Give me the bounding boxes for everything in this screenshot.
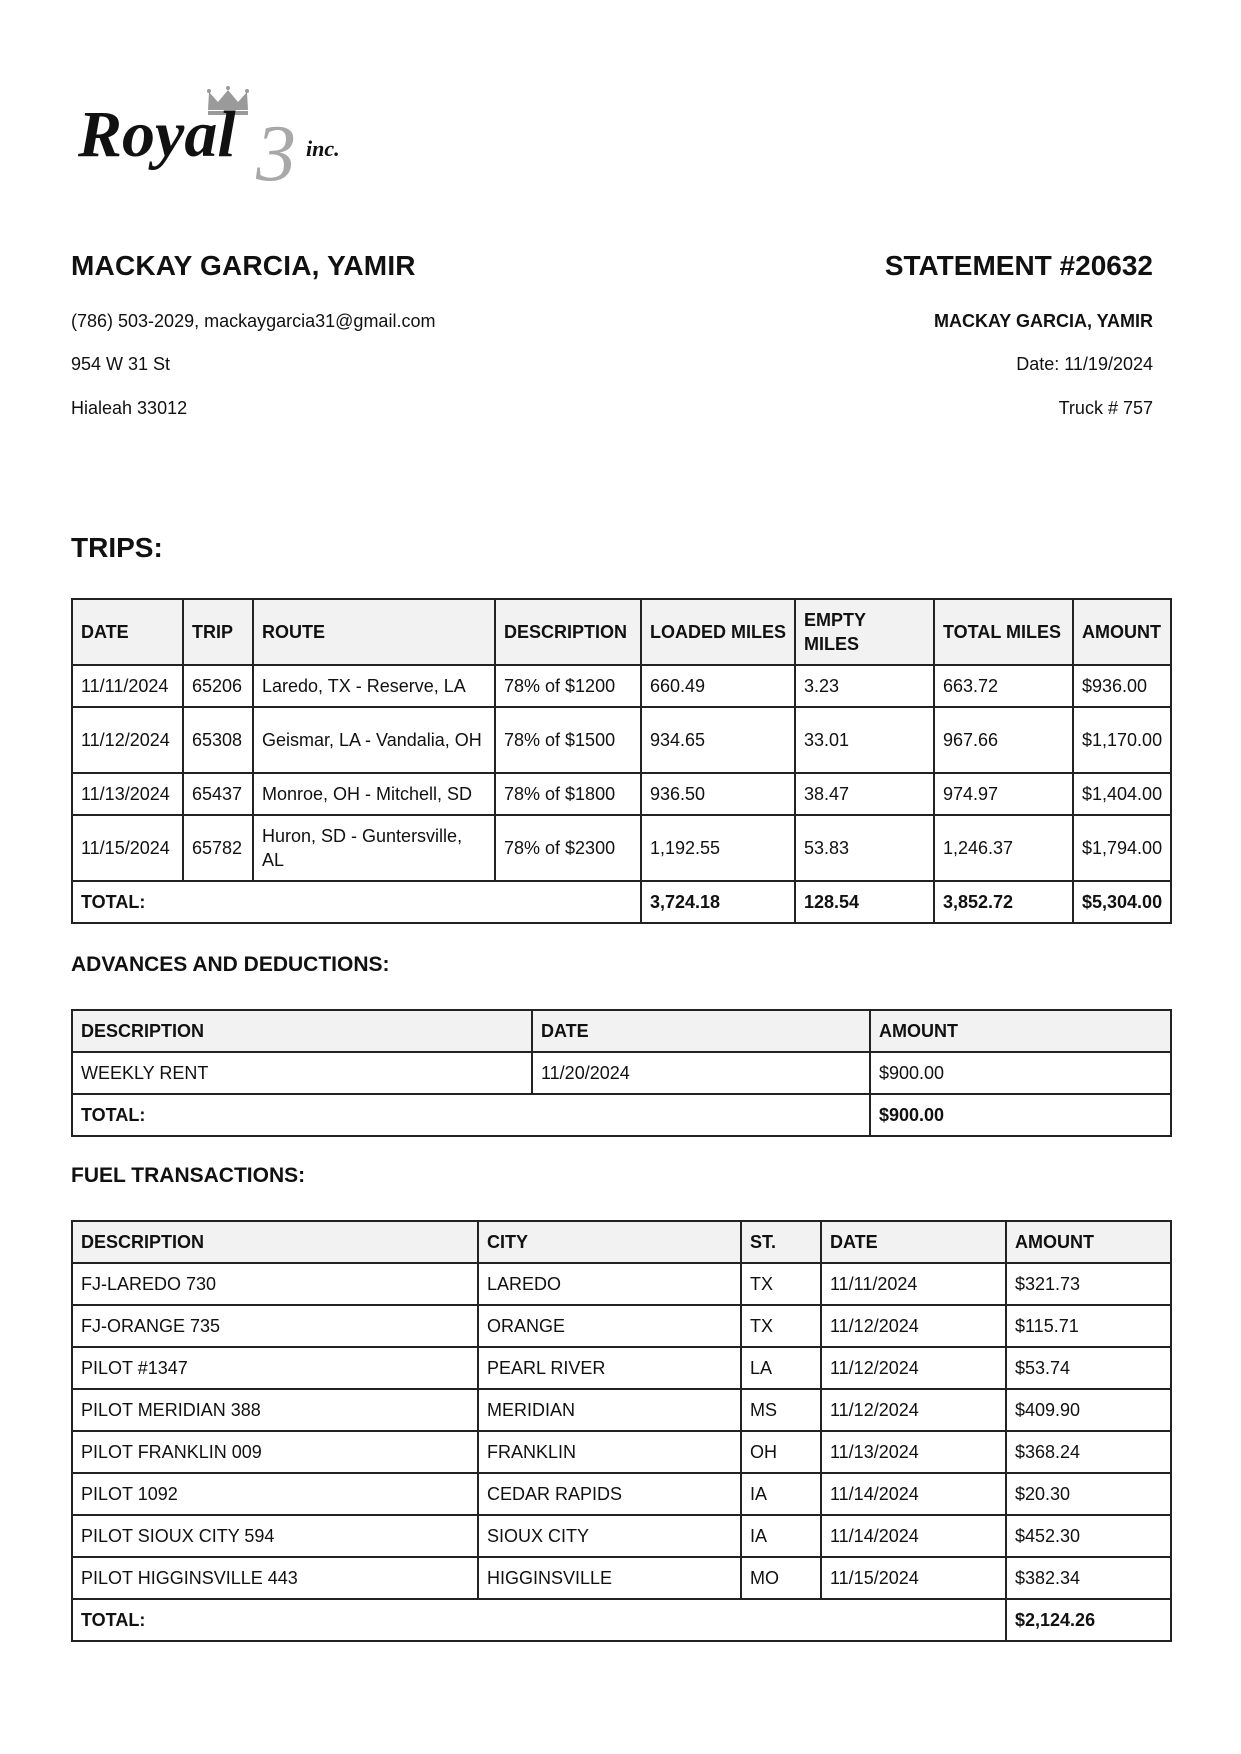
- fuel-city: HIGGINSVILLE: [478, 1557, 741, 1599]
- table-row: [72, 707, 1171, 773]
- fuel-description: PILOT HIGGINSVILLE 443: [72, 1557, 478, 1599]
- trip-empty-miles: 3.23: [795, 665, 934, 707]
- trip-loaded-miles: 934.65: [641, 707, 795, 773]
- trip-number: 65308: [183, 707, 253, 773]
- trip-loaded-miles: 1,192.55: [641, 815, 795, 881]
- total-label: TOTAL:: [72, 1599, 1006, 1641]
- trip-number: 65782: [183, 815, 253, 881]
- fuel-city: LAREDO: [478, 1263, 741, 1305]
- fuel-amount: $382.34: [1006, 1557, 1171, 1599]
- trip-route: Laredo, TX - Reserve, LA: [253, 665, 495, 707]
- trip-date: 11/13/2024: [72, 773, 183, 815]
- col-city: CITY: [478, 1221, 741, 1263]
- col-date: DATE: [821, 1221, 1006, 1263]
- trips-heading: TRIPS:: [71, 532, 163, 563]
- fuel-city: FRANKLIN: [478, 1431, 741, 1473]
- table-row: [72, 1347, 1171, 1389]
- fuel-city: CEDAR RAPIDS: [478, 1473, 741, 1515]
- fuel-description: FJ-ORANGE 735: [72, 1305, 478, 1347]
- table-row: [72, 1473, 1171, 1515]
- trips-header-row: [72, 599, 1171, 665]
- total-amount: $900.00: [870, 1094, 1171, 1136]
- trip-route: Geismar, LA - Vandalia, OH: [253, 707, 495, 773]
- fuel-date: 11/13/2024: [821, 1431, 1006, 1473]
- table-row: [72, 1431, 1171, 1473]
- col-empty-miles: EMPTY MILES: [795, 599, 934, 665]
- col-route: ROUTE: [253, 599, 495, 665]
- trip-loaded-miles: 660.49: [641, 665, 795, 707]
- fuel-amount: $409.90: [1006, 1389, 1171, 1431]
- fuel-state: OH: [741, 1431, 821, 1473]
- col-date: DATE: [72, 599, 183, 665]
- fuel-description: FJ-LAREDO 730: [72, 1263, 478, 1305]
- fuel-date: 11/15/2024: [821, 1557, 1006, 1599]
- table-row: [72, 1389, 1171, 1431]
- col-trip: TRIP: [183, 599, 253, 665]
- trip-date: 11/11/2024: [72, 665, 183, 707]
- fuel-state: IA: [741, 1515, 821, 1557]
- total-amount: $5,304.00: [1073, 881, 1171, 923]
- table-row: [72, 1515, 1171, 1557]
- fuel-date: 11/11/2024: [821, 1263, 1006, 1305]
- trips-total-row: [72, 881, 1171, 923]
- table-row: [72, 815, 1171, 881]
- company-logo: [78, 78, 378, 190]
- table-row: [72, 1052, 1171, 1094]
- trip-amount: $936.00: [1073, 665, 1171, 707]
- fuel-state: TX: [741, 1263, 821, 1305]
- fuel-header-row: [72, 1221, 1171, 1263]
- logo-wordmark: Royal: [78, 98, 236, 171]
- logo-numeral: 3: [256, 110, 296, 190]
- advances-table: [71, 1009, 1172, 1137]
- fuel-amount: $368.24: [1006, 1431, 1171, 1473]
- col-description: DESCRIPTION: [72, 1221, 478, 1263]
- trip-route: Huron, SD - Guntersville, AL: [253, 815, 495, 881]
- trip-empty-miles: 33.01: [795, 707, 934, 773]
- fuel-amount: $115.71: [1006, 1305, 1171, 1347]
- fuel-date: 11/12/2024: [821, 1347, 1006, 1389]
- fuel-date: 11/14/2024: [821, 1473, 1006, 1515]
- fuel-amount: $20.30: [1006, 1473, 1171, 1515]
- advance-amount: $900.00: [870, 1052, 1171, 1094]
- fuel-state: MO: [741, 1557, 821, 1599]
- col-loaded-miles: LOADED MILES: [641, 599, 795, 665]
- fuel-city: MERIDIAN: [478, 1389, 741, 1431]
- table-row: [72, 1557, 1171, 1599]
- truck-number: Truck # 757: [1058, 398, 1153, 418]
- trip-number: 65206: [183, 665, 253, 707]
- fuel-state: LA: [741, 1347, 821, 1389]
- trip-loaded-miles: 936.50: [641, 773, 795, 815]
- col-description: DESCRIPTION: [495, 599, 641, 665]
- total-total-miles: 3,852.72: [934, 881, 1073, 923]
- statement-title: STATEMENT #20632: [884, 250, 1153, 281]
- trip-amount: $1,794.00: [1073, 815, 1171, 881]
- fuel-heading: FUEL TRANSACTIONS:: [71, 1164, 306, 1187]
- trip-total-miles: 663.72: [934, 665, 1073, 707]
- fuel-amount: $53.74: [1006, 1347, 1171, 1389]
- trip-description: 78% of $1500: [495, 707, 641, 773]
- total-amount: $2,124.26: [1006, 1599, 1171, 1641]
- total-label: TOTAL:: [72, 1094, 870, 1136]
- fuel-date: 11/14/2024: [821, 1515, 1006, 1557]
- fuel-description: PILOT FRANKLIN 009: [72, 1431, 478, 1473]
- trip-date: 11/15/2024: [72, 815, 183, 881]
- trip-amount: $1,404.00: [1073, 773, 1171, 815]
- trip-number: 65437: [183, 773, 253, 815]
- fuel-amount: $452.30: [1006, 1515, 1171, 1557]
- trip-route: Monroe, OH - Mitchell, SD: [253, 773, 495, 815]
- fuel-state: IA: [741, 1473, 821, 1515]
- fuel-description: PILOT MERIDIAN 388: [72, 1389, 478, 1431]
- logo-suffix: inc.: [306, 136, 340, 161]
- table-row: [72, 1305, 1171, 1347]
- fuel-total-row: [72, 1599, 1171, 1641]
- trip-amount: $1,170.00: [1073, 707, 1171, 773]
- fuel-date: 11/12/2024: [821, 1305, 1006, 1347]
- trips-table: [71, 598, 1172, 924]
- col-total-miles: TOTAL MILES: [934, 599, 1073, 665]
- table-row: [72, 665, 1171, 707]
- col-description: DESCRIPTION: [72, 1010, 532, 1052]
- col-amount: AMOUNT: [1006, 1221, 1171, 1263]
- fuel-amount: $321.73: [1006, 1263, 1171, 1305]
- trip-description: 78% of $1200: [495, 665, 641, 707]
- fuel-city: ORANGE: [478, 1305, 741, 1347]
- statement-date: Date: 11/19/2024: [1016, 354, 1153, 374]
- statement-driver-name: MACKAY GARCIA, YAMIR: [933, 311, 1153, 331]
- trip-empty-miles: 38.47: [795, 773, 934, 815]
- driver-name: MACKAY GARCIA, YAMIR: [71, 250, 416, 281]
- fuel-city: PEARL RIVER: [478, 1347, 741, 1389]
- driver-address-line2: Hialeah 33012: [71, 398, 188, 418]
- fuel-state: TX: [741, 1305, 821, 1347]
- fuel-table: [71, 1220, 1172, 1642]
- advance-date: 11/20/2024: [532, 1052, 870, 1094]
- trip-total-miles: 967.66: [934, 707, 1073, 773]
- table-row: [72, 773, 1171, 815]
- total-label: TOTAL:: [72, 881, 641, 923]
- trip-total-miles: 1,246.37: [934, 815, 1073, 881]
- fuel-city: SIOUX CITY: [478, 1515, 741, 1557]
- table-row: [72, 1263, 1171, 1305]
- driver-address-line1: 954 W 31 St: [71, 354, 171, 374]
- driver-contact: (786) 503-2029, mackaygarcia31@gmail.com: [71, 311, 436, 331]
- col-amount: AMOUNT: [870, 1010, 1171, 1052]
- fuel-date: 11/12/2024: [821, 1389, 1006, 1431]
- advances-total-row: [72, 1094, 1171, 1136]
- advances-heading: ADVANCES AND DEDUCTIONS:: [71, 953, 390, 976]
- total-empty-miles: 128.54: [795, 881, 934, 923]
- trip-empty-miles: 53.83: [795, 815, 934, 881]
- trip-total-miles: 974.97: [934, 773, 1073, 815]
- trip-description: 78% of $1800: [495, 773, 641, 815]
- col-date: DATE: [532, 1010, 870, 1052]
- fuel-description: PILOT 1092: [72, 1473, 478, 1515]
- fuel-description: PILOT SIOUX CITY 594: [72, 1515, 478, 1557]
- total-loaded-miles: 3,724.18: [641, 881, 795, 923]
- col-state: ST.: [741, 1221, 821, 1263]
- fuel-state: MS: [741, 1389, 821, 1431]
- advances-header-row: [72, 1010, 1171, 1052]
- trip-description: 78% of $2300: [495, 815, 641, 881]
- col-amount: AMOUNT: [1073, 599, 1171, 665]
- trip-date: 11/12/2024: [72, 707, 183, 773]
- fuel-description: PILOT #1347: [72, 1347, 478, 1389]
- advance-description: WEEKLY RENT: [72, 1052, 532, 1094]
